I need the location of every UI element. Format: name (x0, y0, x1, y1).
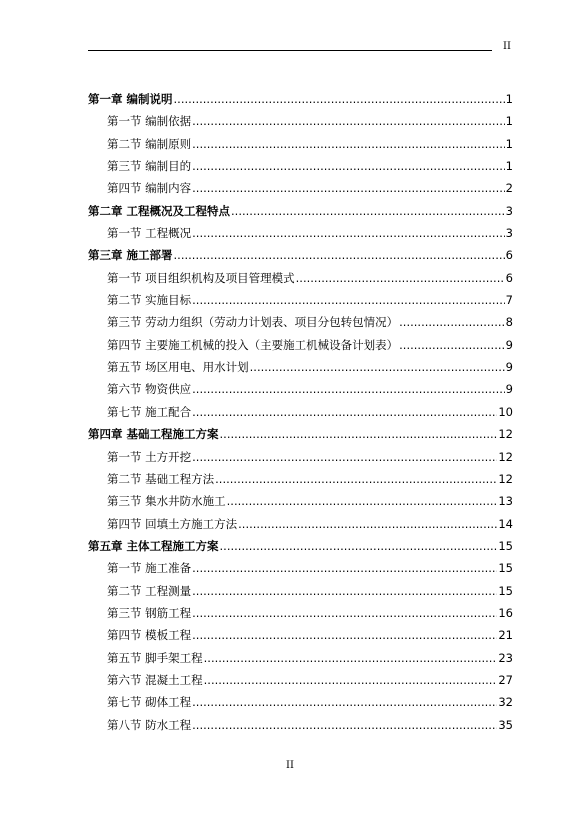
toc-dot-leader (399, 334, 505, 356)
toc-section-entry[interactable] (88, 647, 513, 669)
toc-entry-title: 第六节 物资供应 (107, 382, 192, 397)
toc-entry-title: 第四节 编制内容 (107, 181, 192, 196)
toc-entry-page-number: 23 (498, 650, 513, 665)
toc-entry-page-number: 1 (505, 136, 513, 151)
toc-entry-page-number: 27 (498, 672, 513, 687)
toc-section-entry[interactable] (88, 513, 513, 535)
toc-entry-page-number: 15 (498, 538, 513, 553)
toc-dot-leader (192, 557, 497, 579)
toc-dot-leader (192, 446, 497, 468)
toc-entry-title: 第三节 钢筋工程 (107, 605, 192, 620)
toc-entry-title: 第一节 土方开挖 (107, 449, 192, 464)
toc-entry-title: 第三节 编制目的 (107, 159, 192, 174)
toc-entry-title: 第一节 施工准备 (107, 561, 192, 576)
toc-entry-page-number: 1 (505, 159, 513, 174)
footer-page-number: II (286, 760, 294, 771)
toc-section-entry[interactable] (88, 669, 513, 691)
toc-section-entry[interactable] (88, 714, 513, 736)
toc-dot-leader (192, 110, 505, 132)
toc-entry-page-number: 15 (498, 583, 513, 598)
toc-dot-leader (215, 468, 497, 490)
toc-dot-leader (204, 669, 498, 691)
toc-entry-title: 第三章 施工部署 (88, 248, 173, 263)
toc-dot-leader (220, 423, 498, 445)
toc-section-entry[interactable] (88, 624, 513, 646)
header-page-number: II (503, 41, 511, 52)
toc-section-entry[interactable] (88, 177, 513, 199)
toc-dot-leader (192, 289, 505, 311)
toc-dot-leader (174, 244, 505, 266)
toc-dot-leader (238, 513, 497, 535)
table-of-contents (88, 88, 513, 736)
toc-dot-leader (192, 177, 505, 199)
toc-entry-title: 第四章 基础工程施工方案 (88, 427, 219, 442)
toc-chapter-entry[interactable] (88, 200, 513, 222)
toc-dot-leader (192, 602, 497, 624)
toc-entry-page-number: 9 (505, 337, 513, 352)
toc-entry-title: 第五节 场区用电、用水计划 (107, 360, 249, 375)
toc-dot-leader (192, 378, 505, 400)
toc-section-entry[interactable] (88, 468, 513, 490)
toc-entry-page-number: 12 (498, 427, 513, 442)
toc-dot-leader (192, 155, 505, 177)
toc-dot-leader (250, 356, 505, 378)
toc-dot-leader (220, 535, 498, 557)
toc-dot-leader (192, 133, 505, 155)
toc-entry-page-number: 8 (505, 315, 513, 330)
toc-entry-page-number: 35 (498, 717, 513, 732)
toc-entry-page-number: 21 (498, 628, 513, 643)
header-rule (88, 50, 492, 51)
toc-section-entry[interactable] (88, 289, 513, 311)
toc-entry-page-number: 12 (498, 471, 513, 486)
toc-entry-page-number: 15 (498, 561, 513, 576)
toc-entry-title: 第一章 编制说明 (88, 92, 173, 106)
toc-entry-page-number: 10 (498, 404, 513, 419)
toc-dot-leader (296, 267, 505, 289)
toc-section-entry[interactable] (88, 557, 513, 579)
toc-entry-title: 第三节 集水井防水施工 (107, 494, 226, 509)
toc-chapter-entry[interactable] (88, 88, 513, 110)
toc-dot-leader (227, 490, 498, 512)
toc-entry-title: 第二节 实施目标 (107, 293, 192, 308)
toc-section-entry[interactable] (88, 155, 513, 177)
toc-dot-leader (192, 580, 497, 602)
toc-section-entry[interactable] (88, 133, 513, 155)
toc-entry-page-number: 6 (505, 270, 513, 285)
toc-entry-title: 第一节 项目组织机构及项目管理模式 (107, 270, 295, 285)
toc-entry-title: 第二节 编制原则 (107, 136, 192, 151)
toc-entry-title: 第四节 模板工程 (107, 628, 192, 643)
toc-dot-leader (192, 714, 497, 736)
toc-section-entry[interactable] (88, 110, 513, 132)
toc-entry-title: 第八节 防水工程 (107, 717, 192, 732)
toc-chapter-entry[interactable] (88, 244, 513, 266)
toc-entry-page-number: 1 (505, 114, 513, 129)
toc-entry-title: 第一节 工程概况 (107, 226, 192, 241)
toc-section-entry[interactable] (88, 602, 513, 624)
toc-section-entry[interactable] (88, 490, 513, 512)
toc-entry-page-number: 3 (505, 226, 513, 241)
toc-dot-leader (192, 624, 497, 646)
toc-entry-page-number: 9 (505, 360, 513, 375)
toc-entry-title: 第四节 回填土方施工方法 (107, 516, 238, 531)
toc-chapter-entry[interactable] (88, 423, 513, 445)
toc-section-entry[interactable] (88, 311, 513, 333)
toc-dot-leader (192, 222, 505, 244)
toc-entry-title: 第五节 脚手架工程 (107, 650, 203, 665)
toc-entry-title: 第一节 编制依据 (107, 114, 192, 129)
toc-section-entry[interactable] (88, 222, 513, 244)
toc-dot-leader (231, 200, 505, 222)
toc-entry-title: 第三节 劳动力组织（劳动力计划表、项目分包转包情况） (107, 315, 399, 330)
toc-section-entry[interactable] (88, 378, 513, 400)
toc-dot-leader (174, 88, 505, 110)
toc-entry-title: 第二节 基础工程方法 (107, 471, 215, 486)
toc-section-entry[interactable] (88, 691, 513, 713)
toc-entry-title: 第四节 主要施工机械的投入（主要施工机械设备计划表） (107, 337, 399, 352)
toc-entry-page-number: 6 (505, 248, 513, 263)
toc-entry-page-number: 32 (498, 695, 513, 710)
toc-entry-title: 第六节 混凝土工程 (107, 672, 203, 687)
toc-entry-title: 第七节 施工配合 (107, 404, 192, 419)
toc-section-entry[interactable] (88, 334, 513, 356)
toc-entry-title: 第二节 工程测量 (107, 583, 192, 598)
toc-entry-page-number: 12 (498, 449, 513, 464)
toc-entry-title: 第五章 主体工程施工方案 (88, 538, 219, 553)
toc-dot-leader (192, 691, 497, 713)
toc-dot-leader (192, 401, 497, 423)
toc-entry-page-number: 14 (498, 516, 513, 531)
toc-section-entry[interactable] (88, 401, 513, 423)
toc-section-entry[interactable] (88, 580, 513, 602)
toc-entry-page-number: 3 (505, 203, 513, 218)
toc-entry-page-number: 13 (498, 494, 513, 509)
toc-entry-title: 第二章 工程概况及工程特点 (88, 203, 231, 218)
toc-entry-page-number: 1 (505, 92, 513, 106)
toc-entry-page-number: 2 (505, 181, 513, 196)
toc-section-entry[interactable] (88, 267, 513, 289)
toc-entry-page-number: 7 (505, 293, 513, 308)
toc-dot-leader (204, 647, 498, 669)
toc-entry-title: 第七节 砌体工程 (107, 695, 192, 710)
toc-dot-leader (399, 311, 505, 333)
toc-entry-page-number: 9 (505, 382, 513, 397)
toc-chapter-entry[interactable] (88, 535, 513, 557)
toc-section-entry[interactable] (88, 446, 513, 468)
toc-entry-page-number: 16 (498, 605, 513, 620)
toc-section-entry[interactable] (88, 356, 513, 378)
